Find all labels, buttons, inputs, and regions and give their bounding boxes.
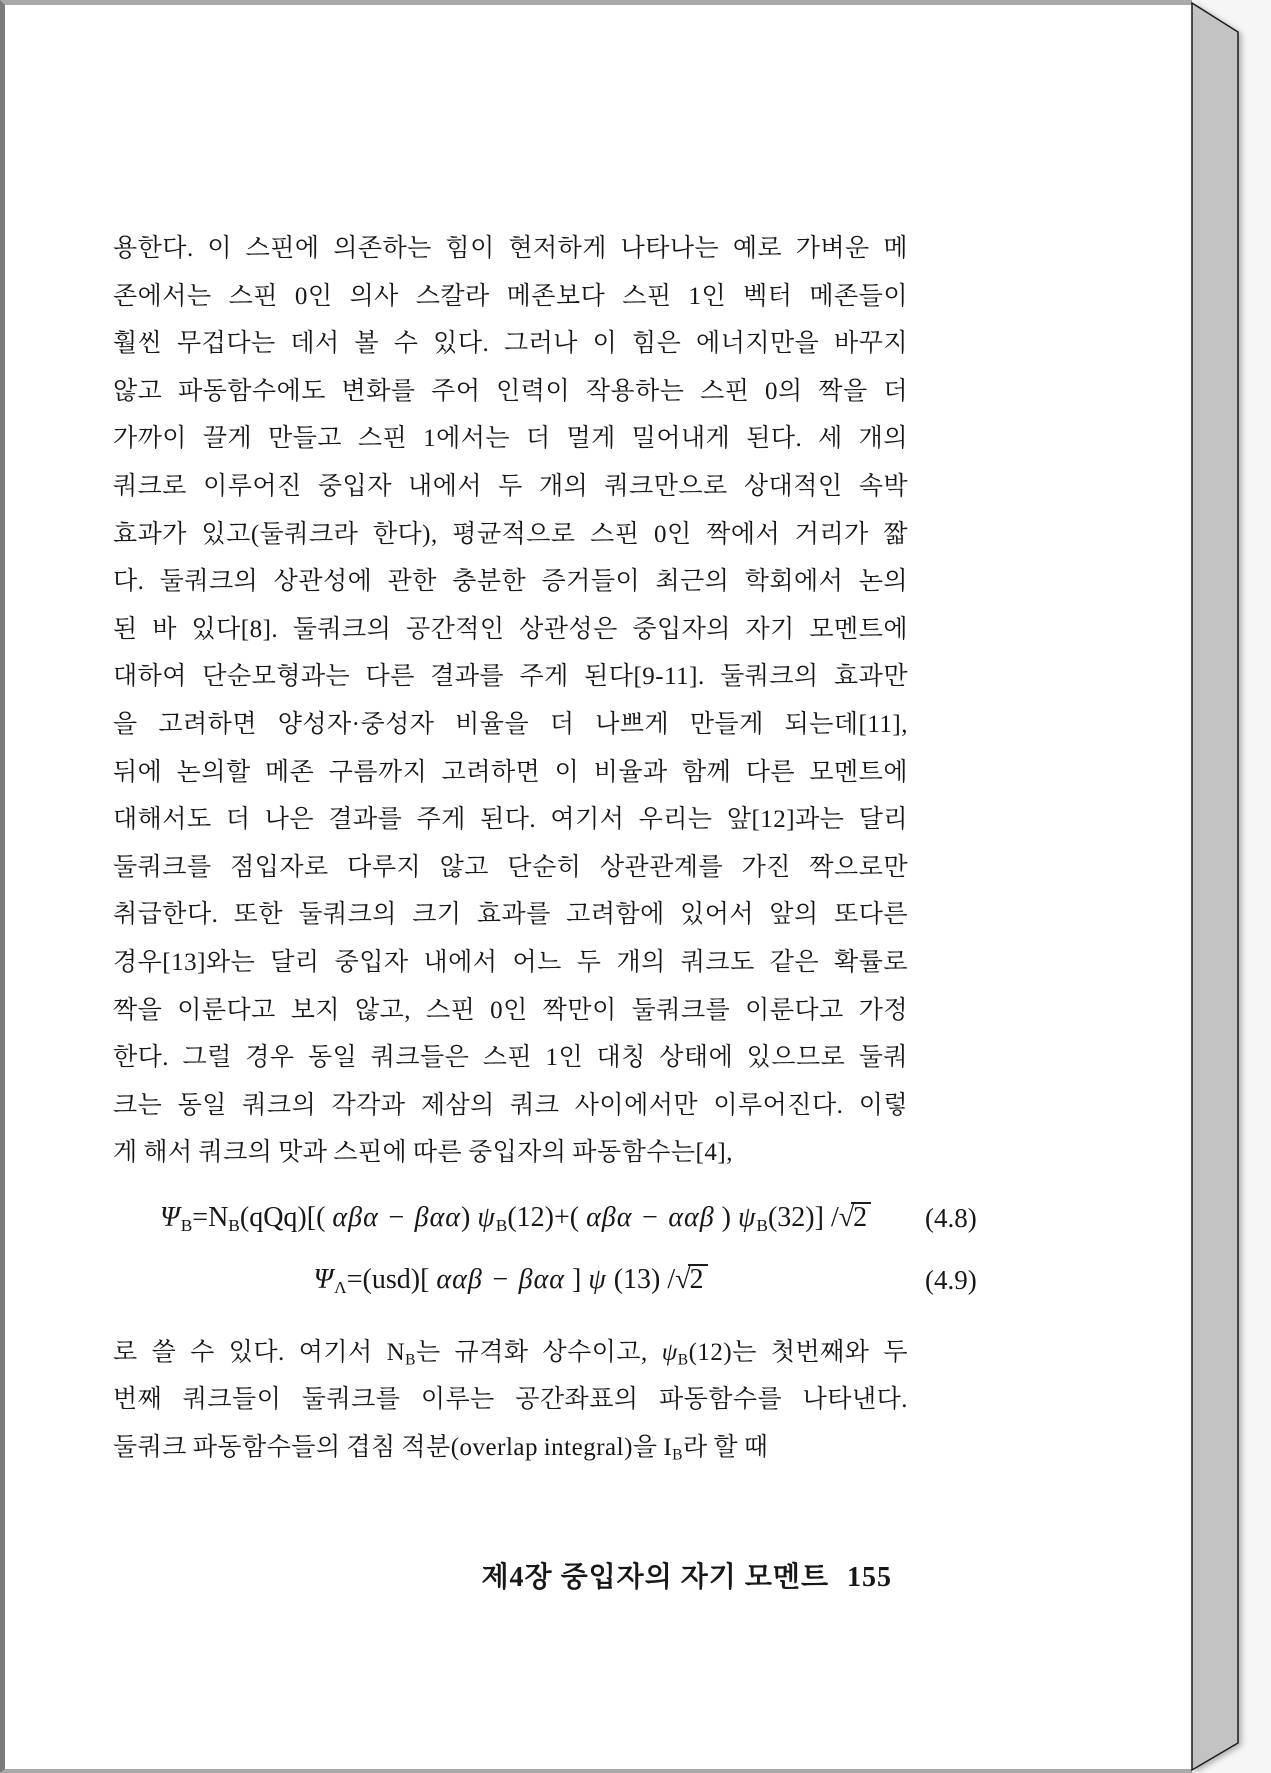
text-line: 된 바 있다[8]. 둘쿼크의 공간적인 상관성은 중입자의 자기 모멘트에 <box>113 615 908 643</box>
text-line: 한다. 그럴 경우 동일 쿼크들은 스핀 1인 대칭 상태에 있으므로 둘쿼 <box>113 1044 908 1072</box>
text-line: 취급한다. 또한 둘쿼크의 크기 효과를 고려함에 있어서 앞의 또다른 <box>113 901 908 929</box>
paragraph-main <box>113 225 908 1177</box>
radicand: 2 <box>688 1264 708 1294</box>
equation-4-9 <box>113 1255 977 1305</box>
sqrt-radical <box>839 1202 871 1233</box>
text-line: 다. 둘쿼크의 상관성에 관한 충분한 증거들이 최근의 학회에서 논의 <box>113 568 908 596</box>
text-line: 효과가 있고(둘쿼크라 한다), 평균적으로 스핀 0인 짝에서 거리가 짧 <box>113 520 908 548</box>
greek-term: αβα − ααβ <box>586 1201 715 1233</box>
text-segment: 는 규격화 상수이고, <box>415 1338 662 1366</box>
equation-text: =(usd)[ <box>346 1263 437 1295</box>
psi-lower: ψ <box>477 1201 496 1233</box>
equation-4-8 <box>113 1193 977 1243</box>
text-segment: 둘쿼크 파동함수들의 겹침 적분(overlap integral)을 I <box>113 1434 673 1462</box>
text-line: 을 고려하면 양성자·중성자 비율을 더 나쁘게 만들게 되는데[11], <box>113 710 908 738</box>
text-line: 번째 쿼크들이 둘쿼크를 이루는 공간좌표의 파동함수를 나타낸다. <box>113 1386 908 1414</box>
psi-lower: ψ <box>737 1201 757 1233</box>
subscript: B <box>672 1446 683 1464</box>
psi-lower: ψ <box>661 1338 678 1366</box>
page-number: 155 <box>847 1562 892 1593</box>
text-line: 가까이 끌게 만들고 스핀 1에서는 더 멀게 밀어내게 된다. 세 개의 <box>113 425 908 453</box>
radicand: 2 <box>851 1202 871 1232</box>
text-line <box>113 1329 908 1377</box>
equation-text: ) <box>461 1201 478 1233</box>
subscript: B <box>405 1351 416 1369</box>
sqrt-radical <box>675 1264 707 1295</box>
equation-text: (qQq)[( <box>239 1201 333 1233</box>
equation-text: ) <box>714 1201 738 1233</box>
subscript: B <box>756 1215 768 1235</box>
page-content <box>113 5 977 1769</box>
text-line: 쿼크로 이루어진 중입자 내에서 두 개의 쿼크만으로 상대적인 속박 <box>113 472 908 500</box>
subscript: B <box>495 1215 508 1235</box>
page-footer <box>113 1555 908 1595</box>
text-line: 짝을 이룬다고 보지 않고, 스핀 0인 짝만이 둘쿼크를 이룬다고 가정 <box>113 996 908 1024</box>
psi-capital: Ψ <box>160 1201 181 1233</box>
equation-text: =N <box>192 1201 229 1233</box>
text-line: 게 해서 쿼크의 맛과 스핀에 따른 중입자의 파동함수는[4], <box>113 1139 733 1167</box>
equation-body <box>313 1264 707 1295</box>
text-line <box>113 1424 908 1472</box>
subscript: B <box>180 1215 193 1235</box>
equation-text: (32)] / <box>767 1201 839 1233</box>
greek-term: ααβ − βαα <box>436 1263 565 1295</box>
psi-capital: Ψ <box>313 1263 335 1295</box>
text-line: 용한다. 이 스핀에 의존하는 힘이 현저하게 나타나는 예로 가벼운 메 <box>113 235 908 262</box>
text-segment: 라 할 때 <box>683 1434 769 1462</box>
equation-number: (4.9) <box>925 1264 977 1295</box>
radical-sign: √ <box>675 1263 691 1295</box>
text-line: 훨씬 무겁다는 데서 볼 수 있다. 그러나 이 힘은 에너지만을 바꾸지 <box>113 330 908 358</box>
equation-text: (13) / <box>606 1263 676 1295</box>
text-line: 경우[13]와는 달리 중입자 내에서 어느 두 개의 쿼크도 같은 확률로 <box>113 948 908 976</box>
equation-text: ] <box>565 1263 589 1295</box>
text-segment: (12)는 첫번째와 두 <box>688 1338 908 1366</box>
equation-text: (12)+( <box>507 1201 587 1233</box>
equation-number: (4.8) <box>925 1202 977 1233</box>
book-page-edge <box>1188 0 1248 1773</box>
text-line: 뒤에 논의할 메존 구름까지 고려하면 이 비율과 함께 다른 모멘트에 <box>113 758 908 786</box>
text-line: 크는 동일 쿼크의 각각과 제삼의 쿼크 사이에서만 이루어진다. 이렇 <box>113 1091 908 1119</box>
text-line: 대하여 단순모형과는 다른 결과를 주게 된다[9-11]. 둘쿼크의 효과만 <box>113 663 908 691</box>
chapter-heading: 제4장 중입자의 자기 모멘트 <box>481 1562 829 1593</box>
text-line: 둘쿼크를 점입자로 다루지 않고 단순히 상관관계를 가진 짝으로만 <box>113 853 908 881</box>
page-edge-shape <box>1192 3 1238 1770</box>
subscript: Λ <box>334 1277 347 1297</box>
subscript: B <box>228 1215 240 1235</box>
psi-lower: ψ <box>588 1263 607 1295</box>
subscript: B <box>677 1351 689 1369</box>
paragraph-after-equations <box>113 1329 908 1472</box>
text-line: 대해서도 더 나은 결과를 주게 된다. 여기서 우리는 앞[12]과는 달리 <box>113 806 908 834</box>
radical-sign: √ <box>838 1201 855 1233</box>
text-segment: 로 쓸 수 있다. 여기서 N <box>113 1338 406 1366</box>
equation-body <box>160 1202 871 1233</box>
greek-term: αβα − βαα <box>332 1201 461 1233</box>
text-line: 존에서는 스핀 0인 의사 스칼라 메존보다 스핀 1인 벡터 메존들이 <box>113 282 908 310</box>
text-line: 않고 파동함수에도 변화를 주어 인력이 작용하는 스핀 0의 짝을 더 <box>113 377 908 405</box>
